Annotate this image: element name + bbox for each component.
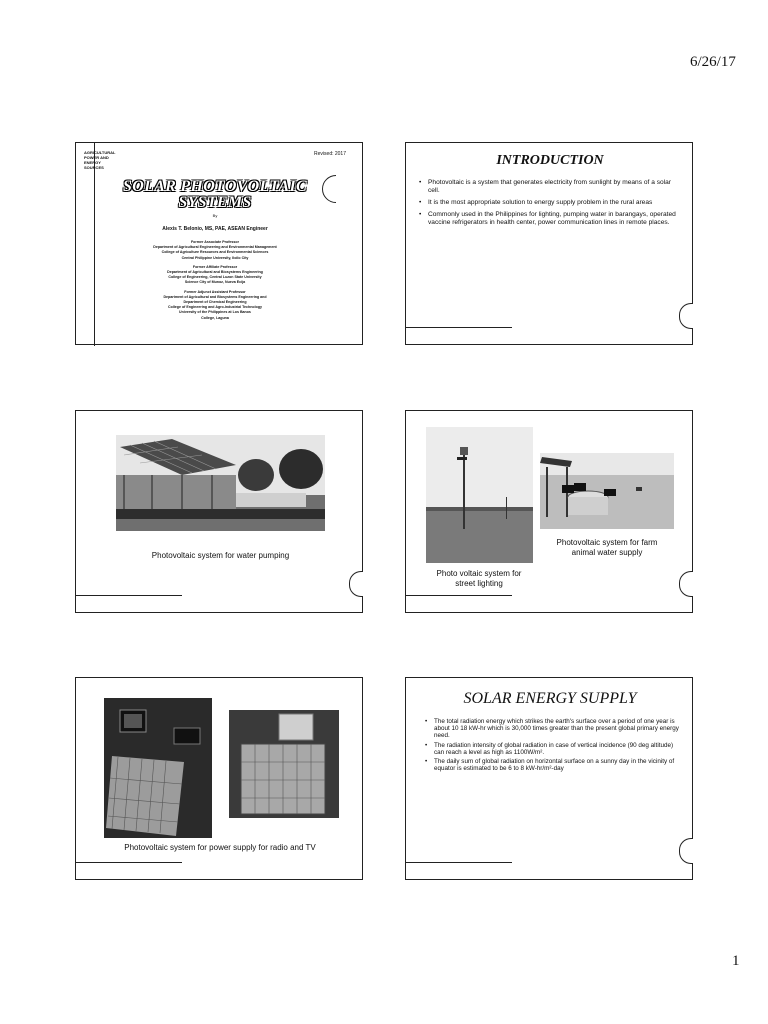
- photo-farm-animal-water: [540, 453, 674, 529]
- bullet-list: [416, 179, 676, 231]
- course-label: AGRICULTURAL POWER AND ENERGY SOURCES: [84, 150, 116, 170]
- photo-radio-tv-panels: [229, 710, 339, 818]
- slide-solar-energy-supply: [405, 677, 693, 880]
- photo-water-pumping: [116, 435, 325, 531]
- slide-footer-rule: [76, 862, 182, 863]
- slide-corner-tab: [349, 571, 363, 597]
- slide-left-rule: [94, 143, 95, 346]
- slide-title-text: SOLAR PHOTOVOLTAIC SYSTEMS: [123, 178, 307, 211]
- slide-heading: INTRODUCTION: [496, 153, 604, 168]
- slide-corner-tab: [679, 838, 693, 864]
- page-number: 1: [732, 953, 740, 969]
- decorative-arc: [322, 175, 350, 203]
- slide-water-pumping: [75, 410, 363, 613]
- slide-footer-rule: [406, 862, 512, 863]
- author-name: Alexis T. Belonio, MS, PAE, ASEAN Engineer: [162, 226, 268, 232]
- photo-street-lighting: [426, 427, 533, 563]
- bullet-item: • The daily sum of global radiation on horizontal surface on a sunny day in the vicinity of equator is estimated to be 6 to 8 kW-hr/m²-day: [422, 758, 680, 772]
- revised-label: Revised: 2017: [314, 151, 346, 157]
- photo-caption: Photovoltaic system for power supply for radio and TV: [124, 843, 316, 852]
- author-affiliations: Former Associate Professor Department of Agricultural Engineering and Environmental Management College of Agriculture Resources and Environmental Sciences Central Philippine University, Iloilo City Former Affiliate Professor Department of Agricultural and Biosystems Engineering College of Engineering, Central Luzon State University Science City of Munoz, Nueva Ecija Former Adjunct Assistant Professor Department of Agricultural and Biosystems Engineering and Department of Chemical Engineering College of Engineering and Agro-Industrial Technology University of the Philippines at Los Banos College, Laguna: [153, 240, 277, 320]
- bullet-item: • The radiation intensity of global radiation in case of vertical incidence (90 deg altitude) can reach a level as high as 1100W/m².: [422, 742, 680, 756]
- photo-caption: Photo voltaic system for street lighting: [436, 569, 522, 588]
- slide-footer-rule: [406, 595, 512, 596]
- photo-caption: Photovoltaic system for water pumping: [151, 551, 290, 560]
- slide-introduction: [405, 142, 693, 345]
- bullet-list: [422, 718, 680, 774]
- slide-heading: SOLAR ENERGY SUPPLY: [463, 690, 637, 707]
- slide-footer-rule: [76, 595, 182, 596]
- slide-corner-tab: [679, 571, 693, 597]
- slide-title: [75, 142, 363, 345]
- bullet-item: • It is the most appropriate solution to energy supply problem in the rural areas: [416, 199, 676, 207]
- photo-caption: Photovoltaic system for farm animal water supply: [556, 538, 658, 557]
- bullet-item: • Photovoltaic is a system that generates electricity from sunlight by means of a solar cell.: [416, 179, 676, 195]
- slide-street-lighting-farm: [405, 410, 693, 613]
- slide-radio-tv: [75, 677, 363, 880]
- slide-footer-rule: [406, 327, 512, 328]
- bullet-item: • Commonly used in the Philippines for lighting, pumping water in barangays, operated vaccine refrigerators in health center, power communication lines in remote places.: [416, 211, 676, 227]
- bullet-item: • The total radiation energy which strikes the earth's surface over a period of one year is about 10 18 kW-hr which is 30,000 times greater than the present global primary energy need.: [422, 718, 680, 740]
- slide-corner-tab: [679, 303, 693, 329]
- handout-date: 6/26/17: [690, 54, 736, 70]
- by-label: By: [212, 213, 218, 218]
- photo-radio-tv-panel: [104, 698, 212, 838]
